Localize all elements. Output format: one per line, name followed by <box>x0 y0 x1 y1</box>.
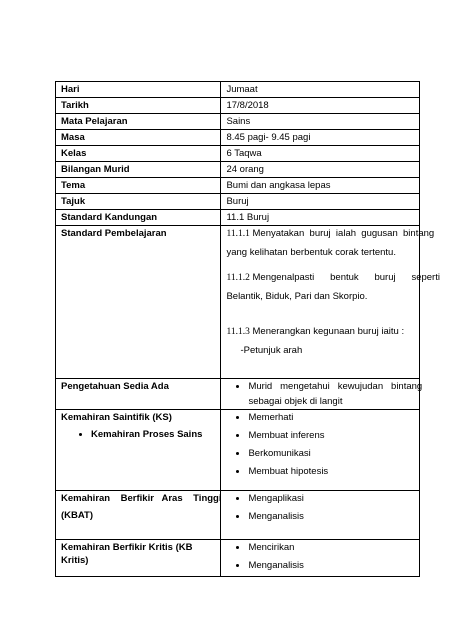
list-item: • Murid mengetahui kewujudan bintang sebagai objek di langit <box>248 380 414 408</box>
sp-text: Menyatakan buruj ialah gugusan bintang <box>252 228 435 239</box>
list-item: • Membuat inferens <box>248 429 414 442</box>
row-value: Bumi dan angkasa lepas <box>221 178 420 194</box>
row-label: Bilangan Murid <box>56 162 221 178</box>
table-row <box>56 146 420 162</box>
sp-text: Mengenalpasti bentuk buruj seperti <box>252 272 440 283</box>
list-item: • Membuat hipotesis <box>248 465 414 478</box>
row-value: Jumaat <box>221 82 420 98</box>
bullet-list <box>226 492 414 523</box>
table-row <box>56 82 420 98</box>
row-label: Mata Pelajaran <box>56 114 221 130</box>
row-label: Kemahiran Berfikir Kritis (KB Kritis) <box>56 540 221 577</box>
row-label: Standard Pembelajaran <box>56 226 221 379</box>
table-row <box>56 162 420 178</box>
sp-text: yang kelihatan berbentuk corak tertentu. <box>226 247 396 258</box>
sp-number: 11.1.2 <box>226 273 250 283</box>
table-row <box>56 410 420 491</box>
table-row <box>56 540 420 577</box>
row-label: Masa <box>56 130 221 146</box>
row-value: 24 orang <box>221 162 420 178</box>
bullet-list <box>226 411 414 478</box>
row-label: Kemahiran Berfikir Aras Tinggi <box>61 493 222 504</box>
bullet-list <box>226 380 423 408</box>
row-label: Tema <box>56 178 221 194</box>
row-label: Tajuk <box>56 194 221 210</box>
list-item: • Kemahiran Proses Sains <box>91 428 215 441</box>
sp-number: 11.1.1 <box>226 229 250 239</box>
row-label: Standard Kandungan <box>56 210 221 226</box>
row-value: 17/8/2018 <box>221 98 420 114</box>
sp-text: -Petunjuk arah <box>240 345 303 356</box>
lesson-plan-table <box>55 81 440 577</box>
row-label: Kelas <box>56 146 221 162</box>
row-value: Buruj <box>221 194 420 210</box>
sp-text: Menerangkan kegunaan buruj iaitu : <box>252 326 405 337</box>
bullet-list <box>226 541 414 572</box>
table-row <box>56 491 420 540</box>
row-value: Sains <box>221 114 420 130</box>
table-row <box>56 98 420 114</box>
row-label: Pengetahuan Sedia Ada <box>56 379 221 410</box>
row-value: 6 Taqwa <box>221 146 420 162</box>
sp-text: Belantik, Biduk, Pari dan Skorpio. <box>226 291 368 302</box>
row-label: (KBAT) <box>61 510 94 521</box>
list-item: • Menganalisis <box>248 510 414 523</box>
list-item: • Mengaplikasi <box>248 492 414 505</box>
row-label: Tarikh <box>56 98 221 114</box>
row-label: Hari <box>56 82 221 98</box>
sp-number: 11.1.3 <box>226 327 250 337</box>
list-item: • Menganalisis <box>248 559 414 572</box>
list-item: • Memerhati <box>248 411 414 424</box>
table-row <box>56 114 420 130</box>
list-item: • Berkomunikasi <box>248 447 414 460</box>
list-item: • Mencirikan <box>248 541 414 554</box>
table-row <box>56 379 420 410</box>
row-value: 8.45 pagi- 9.45 pagi <box>221 130 420 146</box>
table-row <box>56 178 420 194</box>
bullet-list <box>61 428 215 441</box>
table-row <box>56 194 420 210</box>
row-label: Kemahiran Saintifik (KS) <box>61 412 172 423</box>
table-row <box>56 226 420 379</box>
row-value: 11.1 Buruj <box>221 210 420 226</box>
table-row <box>56 130 420 146</box>
table-row <box>56 210 420 226</box>
